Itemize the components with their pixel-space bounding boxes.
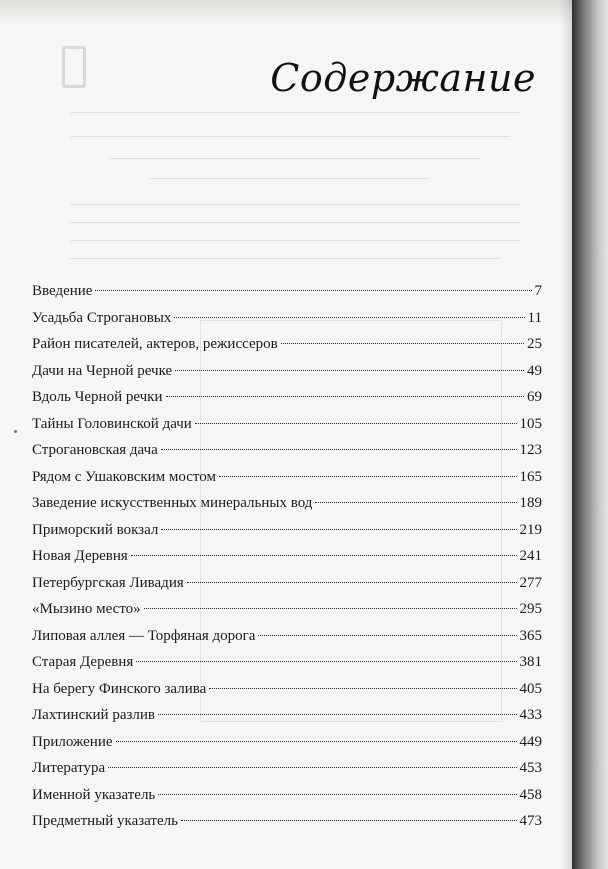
toc-entry: [32, 813, 542, 840]
page-gutter-shadow: [560, 0, 572, 869]
toc-entry-page-number: 458: [519, 786, 542, 803]
page-title: Содержание: [270, 56, 536, 100]
toc-entry-page-number: 241: [519, 548, 542, 564]
toc-leader-dots: [161, 529, 516, 530]
toc-entry-page-number: 49: [527, 362, 542, 379]
toc-entry-title: Приложение: [32, 733, 113, 750]
toc-entry-page-number: 105: [519, 415, 542, 432]
toc-entry-title: Лахтинский разлив: [32, 707, 155, 723]
bleed-line: [70, 136, 510, 137]
bleed-line: [70, 258, 500, 259]
toc-entry-title: Петербургская Ливадия: [32, 574, 184, 591]
toc-entry-title: Вдоль Черной речки: [32, 389, 163, 405]
bleed-line: [150, 178, 430, 179]
toc-leader-dots: [195, 423, 517, 424]
toc-leader-dots: [131, 555, 517, 556]
toc-entry-title: Строгановская дача: [32, 442, 158, 458]
toc-entry: [32, 681, 542, 708]
bleed-line: [70, 204, 520, 205]
toc-entry-title: Литература: [32, 760, 106, 776]
toc-entry: [32, 707, 542, 734]
toc-entry-page-number: 165: [519, 468, 542, 485]
toc-leader-dots: [209, 688, 516, 689]
toc-entry-title: Дачи на Черной речке: [32, 362, 173, 379]
toc-leader-dots: [95, 290, 531, 291]
toc-leader-dots: [281, 343, 524, 344]
toc-entry-page-number: 381: [519, 654, 542, 670]
paper-speck: [14, 430, 17, 433]
toc-entry-title: Приморский вокзал: [32, 521, 159, 538]
toc-leader-dots: [161, 449, 517, 450]
toc-entry: [32, 469, 542, 496]
table-of-contents: [32, 283, 542, 840]
toc-entry-page-number: 295: [519, 601, 542, 617]
toc-leader-dots: [258, 635, 516, 636]
toc-entry-page-number: 7: [534, 283, 542, 299]
toc-leader-dots: [136, 661, 516, 662]
page-top-shadow: [0, 0, 572, 24]
book-spine: [572, 0, 608, 869]
toc-leader-dots: [158, 714, 517, 715]
bleed-through-logo: [62, 46, 86, 88]
toc-entry-page-number: 123: [519, 442, 542, 458]
toc-leader-dots: [219, 476, 517, 477]
toc-entry-title: Предметный указатель: [32, 813, 178, 829]
toc-leader-dots: [144, 608, 517, 609]
toc-leader-dots: [108, 767, 516, 768]
toc-entry: [32, 522, 542, 549]
toc-leader-dots: [175, 370, 524, 371]
toc-entry-page-number: 25: [527, 336, 542, 352]
toc-entry-page-number: 11: [527, 309, 542, 326]
bleed-line: [70, 240, 520, 241]
toc-entry-page-number: 453: [519, 760, 542, 776]
toc-entry: [32, 442, 542, 469]
toc-entry-title: Липовая аллея — Торфяная дорога: [32, 627, 256, 644]
bleed-line: [110, 158, 480, 159]
toc-leader-dots: [187, 582, 517, 583]
toc-entry-page-number: 449: [519, 733, 542, 750]
toc-entry-title: Старая Деревня: [32, 654, 134, 670]
toc-entry: [32, 336, 542, 363]
toc-entry: [32, 787, 542, 814]
toc-entry-title: «Мызино место»: [32, 601, 141, 617]
toc-entry: [32, 575, 542, 602]
toc-leader-dots: [166, 396, 525, 397]
toc-entry-title: Усадьба Строгановых: [32, 309, 172, 326]
toc-entry-title: Заведение искусственных минеральных вод: [32, 495, 313, 511]
toc-entry-title: Рядом с Ушаковским мостом: [32, 468, 216, 485]
toc-entry-title: Район писателей, актеров, режиссеров: [32, 336, 278, 352]
toc-leader-dots: [181, 820, 517, 821]
toc-entry-page-number: 473: [519, 813, 542, 829]
toc-entry-page-number: 365: [519, 627, 542, 644]
toc-entry: [32, 760, 542, 787]
toc-entry: [32, 548, 542, 575]
toc-entry: [32, 283, 542, 310]
toc-entry: [32, 654, 542, 681]
toc-entry-title: Тайны Головинской дачи: [32, 415, 192, 432]
toc-entry-page-number: 277: [519, 574, 542, 591]
toc-entry-page-number: 189: [519, 495, 542, 511]
toc-entry-page-number: 219: [519, 521, 542, 538]
toc-entry-page-number: 69: [527, 389, 542, 405]
toc-entry-title: Именной указатель: [32, 786, 156, 803]
toc-entry: [32, 495, 542, 522]
toc-entry: [32, 628, 542, 655]
toc-leader-dots: [158, 794, 516, 795]
bleed-line: [70, 222, 520, 223]
toc-entry-page-number: 433: [519, 707, 542, 723]
toc-leader-dots: [315, 502, 516, 503]
toc-entry: [32, 363, 542, 390]
toc-leader-dots: [116, 741, 517, 742]
toc-leader-dots: [174, 317, 524, 318]
toc-entry: [32, 416, 542, 443]
toc-entry-title: Новая Деревня: [32, 548, 128, 564]
toc-entry-page-number: 405: [519, 680, 542, 697]
toc-entry: [32, 601, 542, 628]
bleed-line: [70, 112, 520, 113]
toc-entry-title: На берегу Финского залива: [32, 680, 207, 697]
toc-entry: [32, 734, 542, 761]
toc-entry: [32, 310, 542, 337]
toc-entry-title: Введение: [32, 283, 93, 299]
toc-entry: [32, 389, 542, 416]
